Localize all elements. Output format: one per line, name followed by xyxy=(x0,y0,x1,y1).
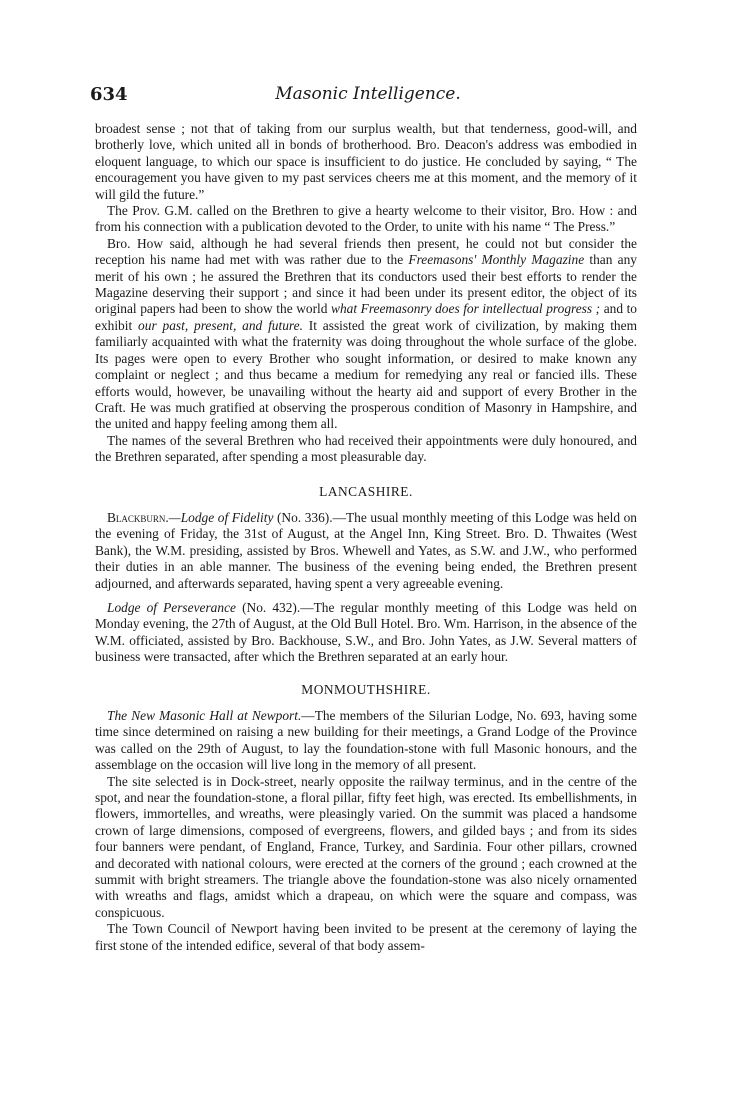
text-run: than any merit of his own ; he assured the Brethren that its conductors used their best efforts to render the Magazine deserving their support ; and since it had been under its present editor, the object of its original papers had been to show the world xyxy=(95,252,637,317)
paragraph: The names of the several Brethren who had received their appointments were duly honoured, and the Brethren separated, after spending a most pleasurable day. xyxy=(95,432,637,465)
running-title: Masonic Intelligence. xyxy=(275,84,461,104)
text-run: and to exhibit xyxy=(95,301,638,333)
paragraph: broadest sense ; not that of taking from our surplus wealth, but that tenderness, good-will, and brotherly love, which united all in bonds of brotherhood. Bro. Deacon's address was embodied in eloquent language, to which our space is insufficient to do justice. He concluded by saying, “ The encouragement you have given to my past services cheers me at this moment, and the memory of it will gild the future.” xyxy=(95,121,637,202)
paragraph: The site selected is in Dock-street, nearly opposite the railway terminus, and in the centre of the spot, and near the foundation-stone, a floral pillar, fifty feet high, was erected. Its embellishments, in flowers, immortelles, and wreaths, were pleasingly varied. On the summit was placed a handsome crown of large dimensions, composed of evergreens, flowers, and gilded bays ; and from its sides four banners were pendant, of England, France, Turkey, and Sardinia. Four other pillars, crowned and decorated with national colours, were erected at the corners of the ground ; each crowned at the summit with bright streamers. The triangle above the foundation-stone was also nicely ornamented with wreaths and flags, amidst which a drapeau, on which were the square and compass, was conspicuous. xyxy=(95,773,637,920)
paragraph xyxy=(95,708,637,774)
magazine-title: Freemasons' Monthly Magazine xyxy=(408,252,585,268)
text-run: —The members of the Silurian Lodge, No. 693, having some time since determined on raising a new building for their meetings, a Grand Lodge of the Province was called on the 29th of August, to lay the foundation-stone with full Masonic honours, and the assemblage on the occasion will live long in the memory of all present. xyxy=(95,708,637,773)
page-number: 634 xyxy=(90,84,128,105)
text-run: It assisted the great work of civilization, by making them familiarly acquainted with what the fraternity was doing throughout the whole surface of the globe. Its pages were open to every Brother who sought information, or desired to make known any complaint or neglect ; and thus became a medium for remedying any real or fancied ills. These efforts would, however, be unavailing without the hearty aid and support of every Brother in the Craft. He was much gratified at observing the prosperous condition of Masonry in Hampshire, and the united and happy feeling among them all. xyxy=(95,317,637,432)
emphasis: what Freemasonry does for intellectual progress ; xyxy=(331,301,601,317)
section-heading-monmouthshire: MONMOUTHSHIRE. xyxy=(301,681,431,697)
section-heading-lancashire: LANCASHIRE. xyxy=(319,483,413,499)
paragraph: The Prov. G.M. called on the Brethren to give a hearty welcome to their visitor, Bro. How : and from his connection with a publication devoted to the Order, to unite with his name “ The Press.” xyxy=(95,203,637,235)
emphasis: our past, present, and future. xyxy=(138,317,303,333)
article-body xyxy=(95,121,637,954)
page-header xyxy=(90,84,646,106)
spacer xyxy=(95,592,637,600)
place-name: Blackburn. xyxy=(107,509,169,525)
lodge-name: —Lodge of Fidelity xyxy=(168,509,274,525)
text-run: (No. 432).—The regular monthly meeting of this Lodge was held on Monday evening, the 27th of August, at the Old Bull Hotel. Bro. Wm. Harrison, in the absence of the W.M. officiated, assisted by Bro. Backhouse, S.W., and Bro. John Yates, as J.W. Several matters of business were transacted, after which the Brethren separated at an early hour. xyxy=(95,599,637,665)
text-run: Bro. How said, although he had several friends then present, he could not but consider the reception his name had met with was rather due to the xyxy=(95,235,637,268)
paragraph xyxy=(95,600,637,666)
paragraph xyxy=(95,510,637,592)
lodge-name: Lodge of Perseverance xyxy=(107,599,236,615)
paragraph xyxy=(95,236,637,433)
article-title: The New Masonic Hall at Newport. xyxy=(107,708,302,723)
paragraph: The Town Council of Newport having been invited to be present at the ceremony of laying the first stone of the intended edifice, several of that body assem- xyxy=(95,921,637,953)
text-run: (No. 336).—The usual monthly meeting of this Lodge was held on the evening of Friday, the 31st of August, at the Angel Inn, King Street. Bro. D. Thwaites (West Bank), the W.M. presiding, assisted by Bros. Whewell and Yates, as S.W. and J.W., who performed their duties in an able manner. The business of the evening being ended, the Brethren present adjourned, and afterwards separated, having spent a very agreeable evening. xyxy=(95,509,637,591)
